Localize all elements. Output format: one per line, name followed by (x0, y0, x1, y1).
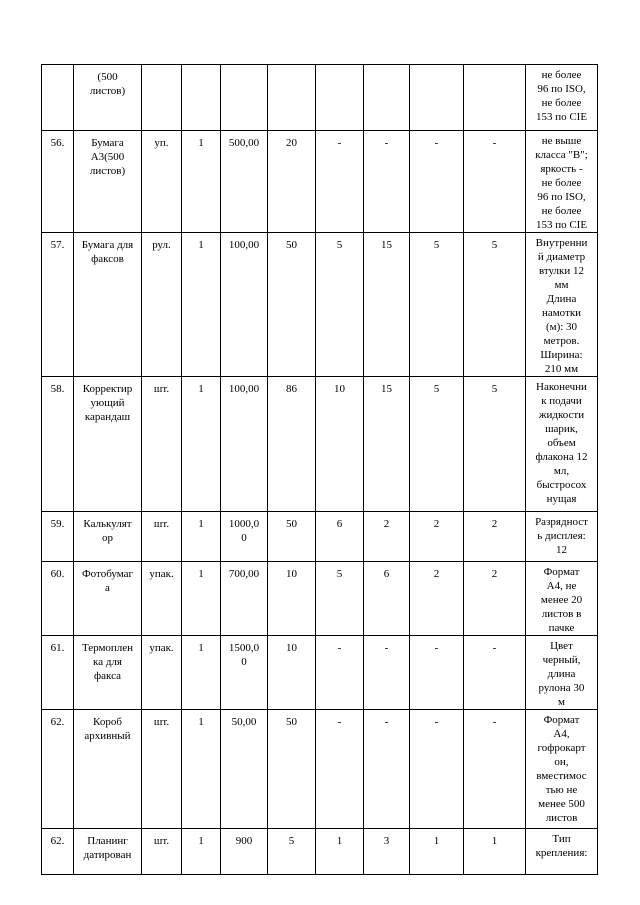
cell-item-number: 57. (42, 233, 74, 377)
cell-unit-price: 50,00 (221, 710, 268, 829)
cell-item-number: 60. (42, 562, 74, 636)
cell-q4-quantity: 1 (464, 829, 526, 875)
cell-specifications: не выше класса "В"; яркость - не более 96 по ISO, не более 153 по CIE (526, 131, 598, 233)
cell-unit-price: 700,00 (221, 562, 268, 636)
cell-item-number: 62. (42, 829, 74, 875)
cell-q2-quantity: 6 (364, 562, 410, 636)
cell-item-number: 58. (42, 377, 74, 512)
cell-unit: шт. (142, 512, 182, 562)
cell-specifications: Внутренни й диаметр втулки 12 мм Длина намотки (м): 30 метров. Ширина: 210 мм (526, 233, 598, 377)
cell-item-name: Калькулят ор (74, 512, 142, 562)
cell-q4-quantity: 2 (464, 512, 526, 562)
cell-quantity: 1 (182, 233, 221, 377)
cell-item-number: 61. (42, 636, 74, 710)
table-row (42, 377, 598, 512)
table-body (42, 65, 598, 875)
cell-unit-price: 100,00 (221, 233, 268, 377)
cell-total-quantity: 50 (268, 512, 316, 562)
cell-q3-quantity: 5 (410, 233, 464, 377)
cell-quantity (182, 65, 221, 131)
cell-q1-quantity: 5 (316, 562, 364, 636)
cell-unit: упак. (142, 562, 182, 636)
cell-q3-quantity: 2 (410, 562, 464, 636)
cell-q1-quantity: 6 (316, 512, 364, 562)
cell-q4-quantity: - (464, 636, 526, 710)
cell-unit-price: 500,00 (221, 131, 268, 233)
cell-q4-quantity (464, 65, 526, 131)
cell-specifications: Наконечни к подачи жидкости шарик, объем флакона 12 мл, быстросох нущая (526, 377, 598, 512)
cell-q2-quantity: 15 (364, 377, 410, 512)
cell-quantity: 1 (182, 710, 221, 829)
cell-unit-price: 900 (221, 829, 268, 875)
cell-q3-quantity: - (410, 710, 464, 829)
cell-q1-quantity: - (316, 636, 364, 710)
cell-unit: рул. (142, 233, 182, 377)
table-row (42, 512, 598, 562)
cell-q3-quantity (410, 65, 464, 131)
cell-specifications: Формат А4, не менее 20 листов в пачке (526, 562, 598, 636)
cell-specifications: Цвет черный, длина рулона 30 м (526, 636, 598, 710)
table-row (42, 829, 598, 875)
cell-item-name: Корректир ующий карандаш (74, 377, 142, 512)
cell-item-name: Короб архивный (74, 710, 142, 829)
cell-quantity: 1 (182, 829, 221, 875)
cell-q2-quantity: 15 (364, 233, 410, 377)
cell-unit: шт. (142, 710, 182, 829)
cell-total-quantity: 50 (268, 710, 316, 829)
cell-specifications: Тип крепления: (526, 829, 598, 875)
cell-unit (142, 65, 182, 131)
cell-q1-quantity: - (316, 710, 364, 829)
cell-total-quantity: 10 (268, 636, 316, 710)
cell-quantity: 1 (182, 512, 221, 562)
cell-unit-price: 1500,0 0 (221, 636, 268, 710)
table-row (42, 710, 598, 829)
cell-quantity: 1 (182, 131, 221, 233)
cell-q3-quantity: - (410, 636, 464, 710)
cell-unit-price (221, 65, 268, 131)
cell-unit: шт. (142, 377, 182, 512)
cell-specifications: не более 96 по ISO, не более 153 по CIE (526, 65, 598, 131)
cell-total-quantity (268, 65, 316, 131)
cell-q4-quantity: 2 (464, 562, 526, 636)
cell-q3-quantity: 5 (410, 377, 464, 512)
cell-q1-quantity (316, 65, 364, 131)
table-row (42, 65, 598, 131)
cell-q2-quantity: 3 (364, 829, 410, 875)
cell-item-name: Бумага А3(500 листов) (74, 131, 142, 233)
cell-item-name: Планинг датирован (74, 829, 142, 875)
cell-item-number: 62. (42, 710, 74, 829)
cell-unit-price: 1000,0 0 (221, 512, 268, 562)
cell-unit: шт. (142, 829, 182, 875)
table-row (42, 562, 598, 636)
cell-q1-quantity: 5 (316, 233, 364, 377)
cell-q2-quantity: 2 (364, 512, 410, 562)
cell-quantity: 1 (182, 377, 221, 512)
cell-item-name: Бумага для факсов (74, 233, 142, 377)
cell-total-quantity: 86 (268, 377, 316, 512)
cell-q2-quantity: - (364, 710, 410, 829)
table-row (42, 636, 598, 710)
cell-q4-quantity: - (464, 131, 526, 233)
cell-total-quantity: 10 (268, 562, 316, 636)
cell-q2-quantity: - (364, 131, 410, 233)
cell-q3-quantity: 1 (410, 829, 464, 875)
cell-item-number: 56. (42, 131, 74, 233)
cell-unit: уп. (142, 131, 182, 233)
table-row (42, 233, 598, 377)
cell-quantity: 1 (182, 562, 221, 636)
cell-specifications: Разрядност ь дисплея: 12 (526, 512, 598, 562)
cell-unit: упак. (142, 636, 182, 710)
cell-q1-quantity: 10 (316, 377, 364, 512)
cell-q3-quantity: - (410, 131, 464, 233)
cell-total-quantity: 50 (268, 233, 316, 377)
cell-quantity: 1 (182, 636, 221, 710)
cell-item-name: Фотобумаг а (74, 562, 142, 636)
cell-item-number (42, 65, 74, 131)
cell-q4-quantity: - (464, 710, 526, 829)
cell-specifications: Формат А4, гофрокарт он, вместимос тью не менее 500 листов (526, 710, 598, 829)
cell-item-name: (500 листов) (74, 65, 142, 131)
cell-q2-quantity (364, 65, 410, 131)
cell-unit-price: 100,00 (221, 377, 268, 512)
cell-q4-quantity: 5 (464, 377, 526, 512)
table-row (42, 131, 598, 233)
cell-q1-quantity: 1 (316, 829, 364, 875)
cell-item-number: 59. (42, 512, 74, 562)
cell-q4-quantity: 5 (464, 233, 526, 377)
cell-item-name: Термоплен ка для факса (74, 636, 142, 710)
cell-total-quantity: 20 (268, 131, 316, 233)
cell-q2-quantity: - (364, 636, 410, 710)
cell-q3-quantity: 2 (410, 512, 464, 562)
cell-total-quantity: 5 (268, 829, 316, 875)
cell-q1-quantity: - (316, 131, 364, 233)
specification-table (41, 64, 598, 875)
